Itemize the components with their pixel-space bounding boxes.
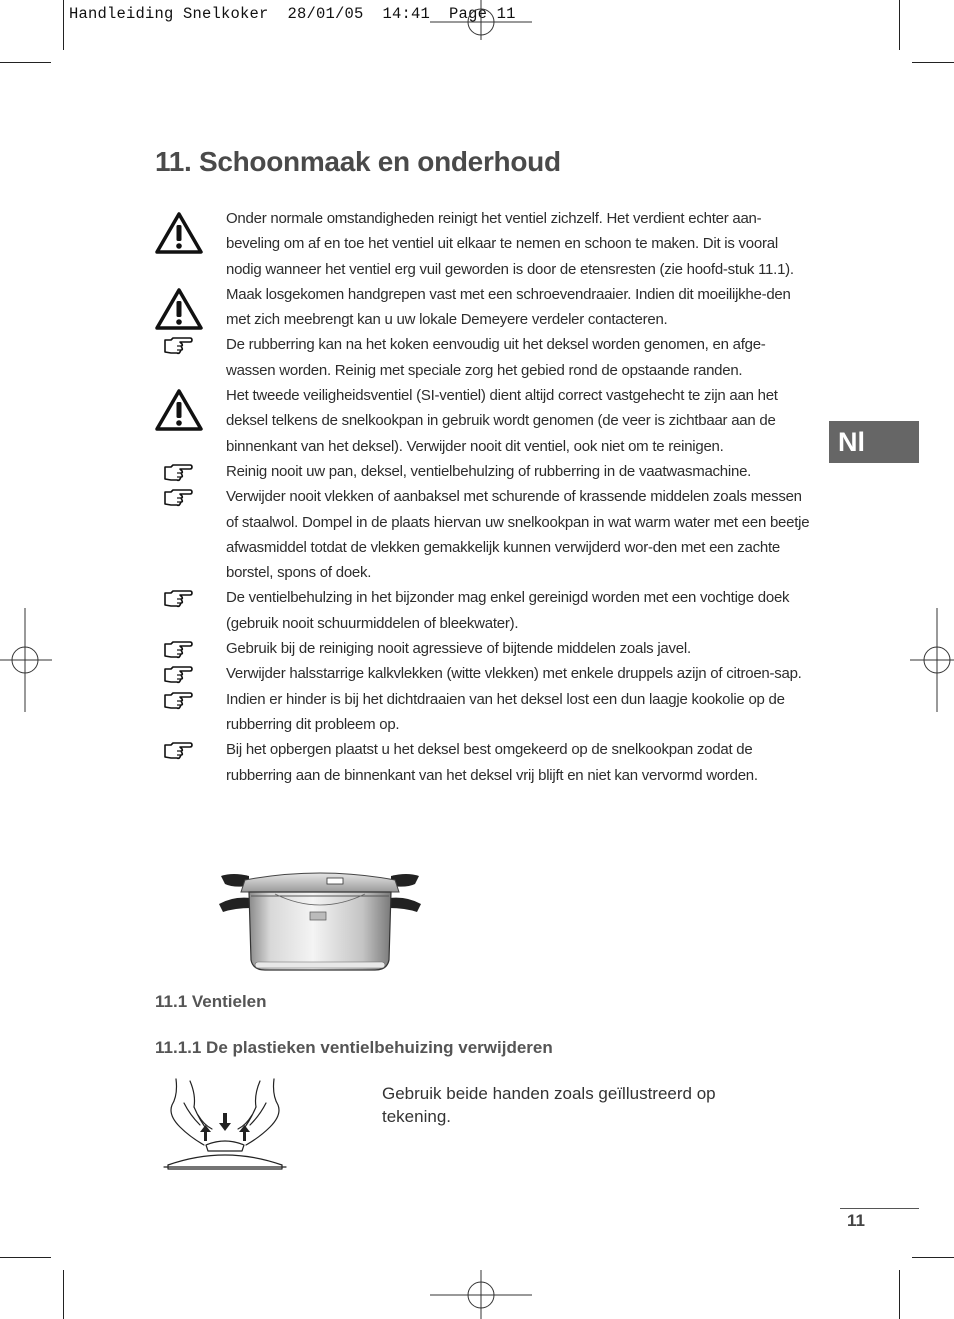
list-item xyxy=(155,282,812,333)
registration-mark-bottom xyxy=(430,1270,532,1319)
list-item xyxy=(155,585,812,636)
item-text: Verwijder halsstarrige kalkvlekken (witte vlekken) met enkele druppels azijn of citroen-sap. xyxy=(226,665,802,683)
item-text: Indien er hinder is bij het dichtdraaien van het deksel lost een dun laagje kookolie op de rubberring dit probleem op. xyxy=(226,690,785,733)
language-tab: Nl xyxy=(829,421,919,463)
instruction-list xyxy=(155,206,825,788)
subsection-heading: 11.1.1 De plastieken ventielbehuizing verwijderen xyxy=(155,1038,553,1057)
page-number-rule xyxy=(840,1208,919,1209)
pointing-hand-icon xyxy=(163,639,193,659)
pressure-cooker-illustration xyxy=(215,868,425,978)
print-slug: Handleiding Snelkoker 28/01/05 14:41 Page 11 xyxy=(69,5,516,23)
item-text: Reinig nooit uw pan, deksel, ventielbehulzing of rubberring in de vaatwasmachine. xyxy=(226,462,752,480)
list-item xyxy=(155,206,812,282)
list-item xyxy=(155,484,812,585)
pointing-hand-icon xyxy=(163,740,193,760)
pointing-hand-icon xyxy=(163,487,193,507)
warning-triangle-icon xyxy=(155,389,203,431)
item-text: Bij het opbergen plaatst u het deksel best omgekeerd op de snelkookpan zodat de rubberring aan de binnenkant van het deksel vrij blijft en niet kan vervormd worden. xyxy=(226,741,758,784)
item-text: Gebruik bij de reiniging nooit agressieve of bijtende middelen zoals javel. xyxy=(226,640,691,658)
registration-mark-right xyxy=(910,608,954,712)
list-item xyxy=(155,687,812,738)
list-item xyxy=(155,383,812,459)
item-text: De rubberring kan na het koken eenvoudig uit het deksel worden genomen, en afge-wassen worden. Reinig met speciale zorg het gebied rond de opstaande randen. xyxy=(226,336,766,379)
list-item xyxy=(155,332,812,383)
list-item xyxy=(155,459,812,484)
registration-mark-left xyxy=(0,608,52,712)
page-number: 11 xyxy=(847,1211,865,1230)
pointing-hand-icon xyxy=(163,335,193,355)
warning-triangle-icon xyxy=(155,288,203,330)
item-text: Onder normale omstandigheden reinigt het ventiel zichzelf. Het verdient echter aan-beveling om af en toe het ventiel uit elkaar te nemen en schoon te maken. Dit is vooral nodig wanneer het ventiel erg vuil geworden is door de etensresten (zie hoofd-stuk 11.1). xyxy=(226,210,794,278)
pointing-hand-icon xyxy=(163,462,193,482)
list-item xyxy=(155,661,812,686)
list-item xyxy=(155,636,812,661)
item-text: Verwijder nooit vlekken of aanbaksel met schurende of krassende middelen zoals messen of staalwol. Dompel in de plaats hiervan uw snelkookpan in wat warm water met een beetje afwasmiddel totdat de vlekken gemakkelijk kunnen verwijderd wor-den met een zachte borstel, spons of doek. xyxy=(226,488,810,582)
list-item xyxy=(155,737,812,788)
pointing-hand-icon xyxy=(163,690,193,710)
section-title: 11. Schoonmaak en onderhoud xyxy=(155,146,561,177)
item-text: Het tweede veiligheidsventiel (SI-ventiel) dient altijd correct vastgehecht te zijn aan het deksel telkens de snelkookpan in gebruik wordt genomen (de veer is zichtbaar aan de binnenkant van het deksel). Verwijder nooit dit ventiel, ook niet om te reinigen. xyxy=(226,387,778,455)
hands-removing-valve-illustration xyxy=(160,1075,290,1173)
pointing-hand-icon xyxy=(163,664,193,684)
warning-triangle-icon xyxy=(155,212,203,254)
subsection-heading: 11.1 Ventielen xyxy=(155,992,267,1011)
figure-caption: Gebruik beide handen zoals geïllustreerd op tekening. xyxy=(382,1084,716,1126)
item-text: De ventielbehulzing in het bijzonder mag enkel gereinigd worden met een vochtige doek (gebruik nooit schuurmiddelen of bleekwater). xyxy=(226,589,790,632)
item-text: Maak losgekomen handgrepen vast met een schroevendraaier. Indien dit moeilijkhe-den met zich meebrengt kan u uw lokale Demeyere verdeler contacteren. xyxy=(226,285,791,329)
registration-mark-top xyxy=(430,0,532,40)
pointing-hand-icon xyxy=(163,588,193,608)
